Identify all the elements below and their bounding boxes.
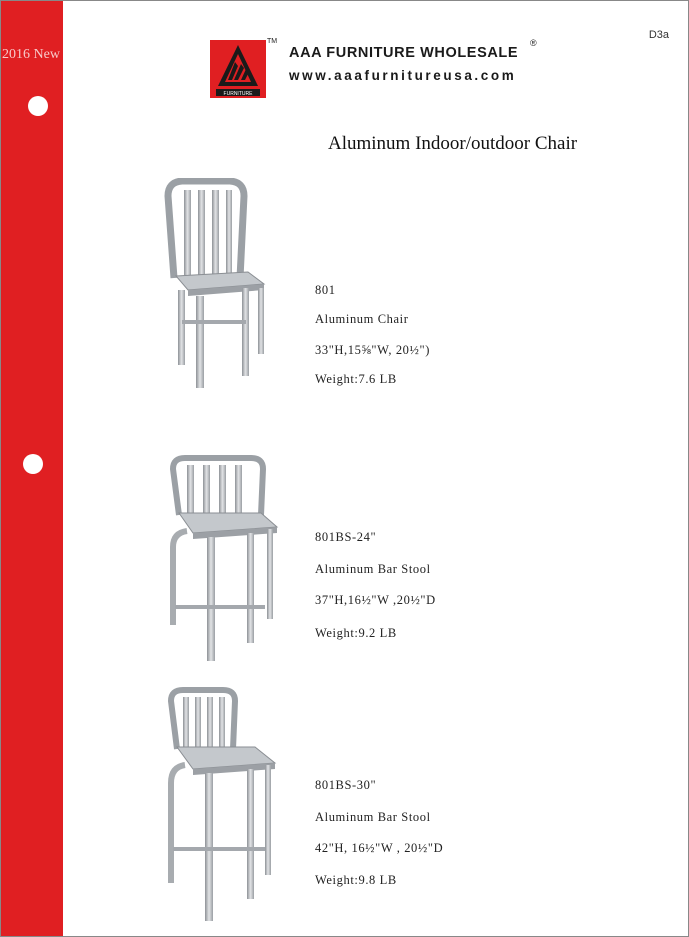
product-801-dimensions: 33"H,15⅝"W, 20½") [315,343,430,357]
red-sidebar-band [0,0,63,937]
product-801bs-30-dimensions: 42"H, 16½"W , 20½"D [315,841,444,855]
punch-hole-top [28,96,48,116]
aluminum-chair-image [160,178,270,393]
aluminum-bar-stool-24-image [165,455,285,663]
product-801bs-30-weight: Weight:9.8 LB [315,873,397,887]
product-801-name: Aluminum Chair [315,312,409,326]
edition-label: 2016 New [2,47,60,62]
company-logo [210,40,266,98]
product-801bs-24-dimensions: 37"H,16½"W ,20½"D [315,593,436,607]
product-801bs-24-weight: Weight:9.2 LB [315,626,397,640]
product-801bs-24-name: Aluminum Bar Stool [315,562,431,576]
page-title: Aluminum Indoor/outdoor Chair [328,133,578,154]
brand-name: AAA FURNITURE WHOLESALE [289,45,519,61]
logo-text: FURNITURE [223,91,253,97]
product-801-weight: Weight:7.6 LB [315,372,397,386]
product-801-model: 801 [315,283,336,297]
product-801bs-24-model: 801BS-24" [315,530,377,544]
registered-symbol: ® [530,38,537,48]
trademark-symbol: TM [267,38,278,45]
aluminum-bar-stool-30-image [163,687,285,927]
product-801bs-30-model: 801BS-30" [315,778,377,792]
product-801bs-30-name: Aluminum Bar Stool [315,810,431,824]
website-url: www.aaafurnitureusa.com [289,68,517,83]
punch-hole-middle [23,454,43,474]
page-code: D3a [648,29,669,41]
